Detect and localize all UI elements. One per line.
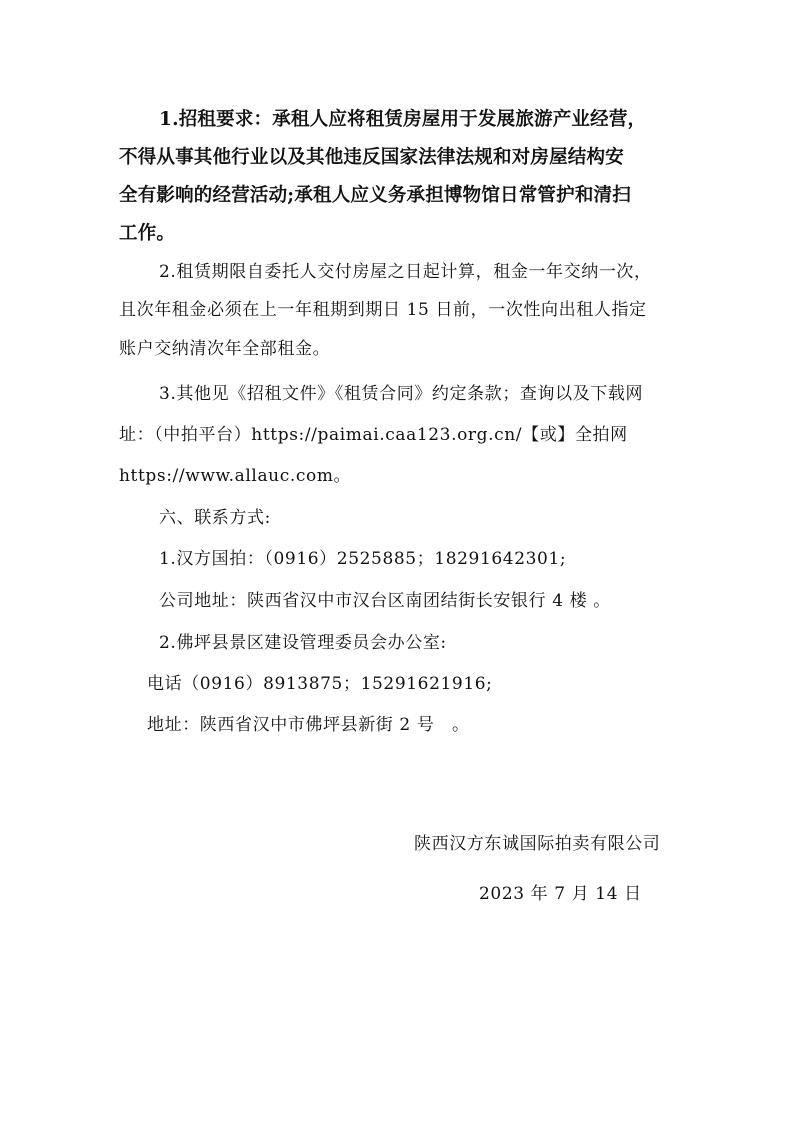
section-2-line-3: 账户交纳清次年全部租金。	[119, 339, 331, 359]
contact-item-1-phone: 1.汉方国拍：（0916）2525885；18291642301;	[159, 549, 567, 569]
section-3-line-3-url: https://www.allauc.com。	[119, 466, 352, 486]
section-1-line-3: 全有影响的经营活动;承租人应义务承担博物馆日常管护和清扫	[119, 185, 631, 206]
contact-item-2-phone: 电话（0916）8913875；15291621916;	[147, 674, 493, 694]
section-3-line-2-url: 址：（中拍平台）https://paimai.caa123.org.cn/【或】全拍网	[119, 425, 628, 445]
section-2-line-2: 且次年租金必须在上一年租期到期日 15 日前，一次性向出租人指定	[119, 300, 647, 320]
contact-item-2-name: 2.佛坪县景区建设管理委员会办公室:	[159, 633, 447, 653]
section-1-line-4: 工作。	[119, 223, 176, 244]
section-2-line-1: 2.租赁期限自委托人交付房屋之日起计算，租金一年交纳一次，	[159, 262, 652, 282]
contact-heading: 六、联系方式:	[159, 508, 271, 528]
section-3-line-1: 3.其他见《招租文件》《租赁合同》约定条款；查询以及下载网	[159, 384, 644, 404]
contact-item-2-address: 地址：陕西省汉中市佛坪县新街 2 号 。	[147, 715, 470, 735]
contact-item-1-address: 公司地址：陕西省汉中市汉台区南团结街长安银行 4 楼 。	[159, 591, 611, 611]
section-1-line-1: 1.招租要求：承租人应将租赁房屋用于发展旅游产业经营，	[159, 109, 647, 130]
signature-company: 陕西汉方东诚国际拍卖有限公司	[414, 834, 661, 854]
signature-date: 2023 年 7 月 14 日	[479, 884, 642, 904]
section-1-line-2: 不得从事其他行业以及其他违反国家法律法规和对房屋结构安	[119, 147, 624, 168]
